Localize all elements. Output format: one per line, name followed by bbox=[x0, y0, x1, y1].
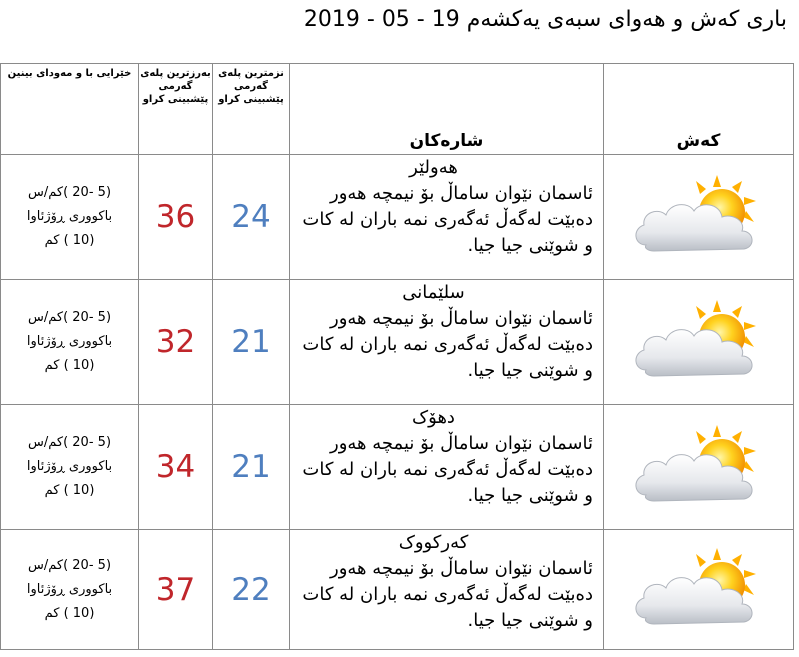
max-temp: 34 bbox=[139, 405, 213, 530]
forecast-table bbox=[0, 63, 794, 650]
wind-speed: (5 -20 )کم/س bbox=[27, 435, 112, 450]
city-cell bbox=[290, 280, 604, 405]
partly-cloudy-icon bbox=[624, 540, 774, 640]
city-name: هەولێر bbox=[409, 157, 458, 178]
max-temp: 32 bbox=[139, 280, 213, 405]
city-description: ئاسمان نێوان ساماڵ بۆ نیمچە هەور دەبێت لەگەڵ ئەگەری نمە باران لە کات و شوێنی جیا جیا. bbox=[302, 558, 593, 631]
city-name: دهۆک bbox=[412, 407, 455, 428]
partly-cloudy-icon bbox=[624, 167, 774, 267]
wind-speed: (5 -20 )کم/س bbox=[27, 310, 112, 325]
min-temp: 22 bbox=[213, 530, 290, 650]
min-temp: 21 bbox=[213, 280, 290, 405]
wind-cell bbox=[1, 155, 139, 280]
weather-cell bbox=[604, 530, 794, 650]
header-weather: کەش bbox=[604, 64, 794, 155]
page-title: باری کەش و هەوای سبەی یەکشەم 19 - 05 - 2019 bbox=[303, 7, 787, 32]
header-cities: شارەکان bbox=[290, 64, 604, 155]
visibility: (10 ) کم bbox=[44, 358, 95, 373]
wind-direction: باکووری ڕۆژئاوا bbox=[26, 334, 113, 349]
header-max-temp: بەرزترین پلەی گەرمی پێشبینی کراو bbox=[139, 64, 213, 155]
wind-speed: (5 -20 )کم/س bbox=[27, 557, 112, 573]
wind-direction: باکووری ڕۆژئاوا bbox=[26, 459, 113, 474]
city-description: ئاسمان نێوان ساماڵ بۆ نیمچە هەور دەبێت لەگەڵ ئەگەری نمە باران لە کات و شوێنی جیا جیا. bbox=[302, 183, 593, 256]
city-name: کەرکووک bbox=[398, 532, 469, 553]
city-description: ئاسمان نێوان ساماڵ بۆ نیمچە هەور دەبێت لەگەڵ ئەگەری نمە باران لە کات و شوێنی جیا جیا. bbox=[302, 308, 593, 381]
header-row bbox=[1, 64, 794, 155]
table-row bbox=[1, 530, 794, 650]
header-min-temp: نزمترین پلەی گەرمی پێشبینی کراو bbox=[213, 64, 290, 155]
table-row bbox=[1, 280, 794, 405]
partly-cloudy-icon bbox=[624, 292, 774, 392]
visibility: (10 ) کم bbox=[44, 483, 95, 498]
table-row bbox=[1, 155, 794, 280]
wind-direction: باکووری ڕۆژئاوا bbox=[26, 209, 113, 224]
weather-cell bbox=[604, 155, 794, 280]
header-wind: خێرایی با و مەودای بینین bbox=[1, 64, 139, 155]
wind-cell bbox=[1, 280, 139, 405]
city-name: سلێمانی bbox=[402, 282, 465, 303]
city-cell bbox=[290, 405, 604, 530]
table-row bbox=[1, 405, 794, 530]
wind-cell bbox=[1, 530, 139, 650]
wind-cell bbox=[1, 405, 139, 530]
visibility: (10 ) کم bbox=[44, 605, 95, 621]
wind-direction: باکووری ڕۆژئاوا bbox=[26, 581, 113, 597]
max-temp: 37 bbox=[139, 530, 213, 650]
partly-cloudy-icon bbox=[624, 417, 774, 517]
weather-cell bbox=[604, 280, 794, 405]
weather-cell bbox=[604, 405, 794, 530]
min-temp: 21 bbox=[213, 405, 290, 530]
city-cell bbox=[290, 530, 604, 650]
city-cell bbox=[290, 155, 604, 280]
visibility: (10 ) کم bbox=[44, 233, 95, 248]
city-description: ئاسمان نێوان ساماڵ بۆ نیمچە هەور دەبێت لەگەڵ ئەگەری نمە باران لە کات و شوێنی جیا جیا. bbox=[302, 433, 593, 506]
min-temp: 24 bbox=[213, 155, 290, 280]
wind-speed: (5 -20 )کم/س bbox=[27, 185, 112, 200]
max-temp: 36 bbox=[139, 155, 213, 280]
